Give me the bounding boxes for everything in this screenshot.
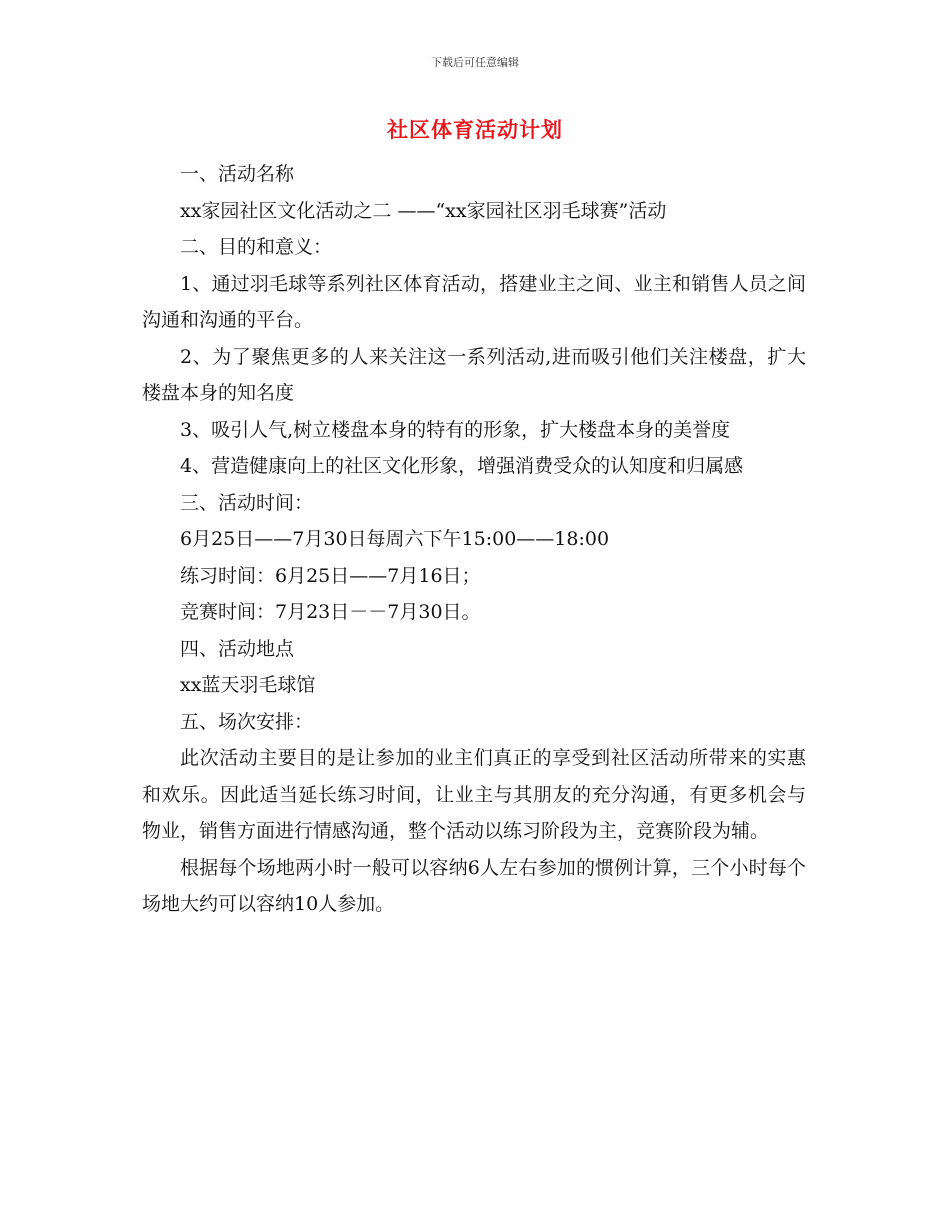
competition-time-text: 竞赛时间：7月23日－－7月30日。 [180, 601, 481, 623]
purpose-item-1: 1、通过羽毛球等系列社区体育活动，搭建业主之间、业主和销售人员之间沟通和沟通的平台。 [142, 272, 806, 331]
heading-purpose: 二、目的和意义： [180, 236, 333, 258]
activity-location-text: xx蓝天羽毛球馆 [180, 674, 316, 696]
heading-activity-name: 一、活动名称 [180, 163, 295, 185]
document-title: 社区体育活动计划 [387, 117, 563, 142]
activity-name-text: xx家园社区文化活动之二 ——“xx家园社区羽毛球赛”活动 [180, 199, 667, 222]
header-note: 下载后可任意编辑 [431, 56, 519, 69]
purpose-item-3: 3、吸引人气,树立楼盘本身的特有的形象，扩大楼盘本身的美誉度 [180, 418, 731, 441]
heading-activity-location: 四、活动地点 [180, 637, 295, 660]
heading-activity-time: 三、活动时间： [180, 491, 314, 514]
purpose-item-2: 2、为了聚焦更多的人来关注这一系列活动,进而吸引他们关注楼盘，扩大楼盘本身的知名度 [142, 345, 806, 404]
heading-schedule: 五、场次安排： [180, 710, 314, 733]
schedule-paragraph-1: 此次活动主要目的是让参加的业主们真正的享受到社区活动所带来的实惠和欢乐。因此适当延长练习时间，让业主与其朋友的充分沟通，有更多机会与物业，销售方面进行情感沟通，整个活动以练习阶段为主，竞赛阶段为辅。 [142, 747, 806, 842]
purpose-item-4: 4、营造健康向上的社区文化形象，增强消费受众的认知度和归属感 [180, 455, 744, 477]
schedule-paragraph-2: 根据每个场地两小时一般可以容纳6人左右参加的惯例计算，三个小时每个场地大约可以容纳10人参加。 [142, 856, 806, 915]
activity-time-text: 6月25日——7月30日每周六下午15:00——18:00 [180, 528, 610, 550]
document-body [142, 156, 806, 923]
practice-time-text: 练习时间：6月25日——7月16日； [180, 564, 481, 587]
